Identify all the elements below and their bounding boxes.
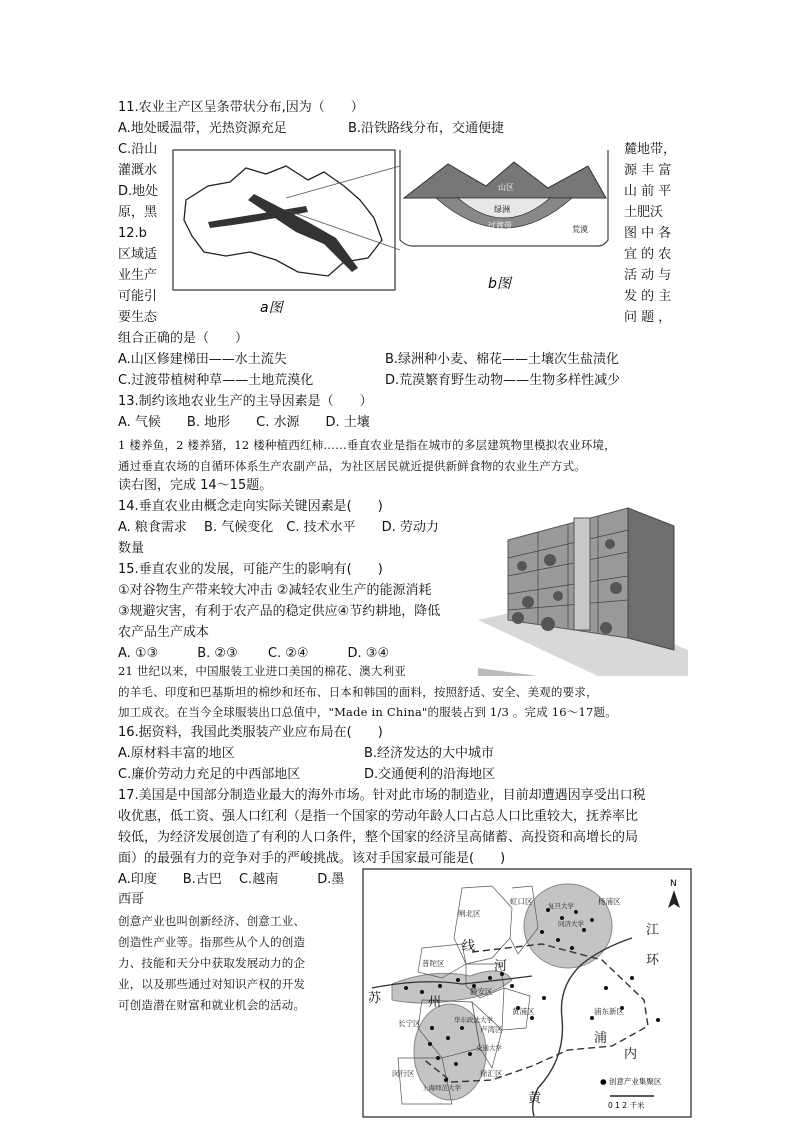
university-label: 同济大学 (558, 920, 584, 928)
district-label: 虹口区 (510, 897, 533, 906)
q11-option-a: A.地处暖温带，光热资源充足 (118, 121, 287, 136)
passage2-line: 21 世纪以来，中国服装工业进口美国的棉花、澳大利亚 (118, 664, 406, 678)
q15-options: A. ①③ B. ②③ C. ②④ D. ③④ (118, 646, 390, 661)
q16-option-a: A.原材料丰富的地区 (118, 746, 235, 761)
q17-line: 较低，为经济发展创造了有利的人口条件，整个国家的经济呈高储蓄、高投资和高增长的局 (118, 830, 639, 845)
q12-right-frag: 活 动 与 (624, 268, 672, 283)
figure-b-caption: b图 (488, 276, 511, 292)
passage2-line: 的羊毛、印度和巴基斯坦的棉纱和坯布、日本和韩国的面料，按照舒适、安全、美观的要求， (118, 685, 598, 699)
map-char: 黄 (528, 1091, 542, 1106)
map-char: 浦 (594, 1031, 608, 1046)
q15-line: 农产品生产成本 (118, 625, 210, 640)
q11-right-frag: 源 丰 富 (624, 163, 672, 178)
q11-right-frag: 土肥沃 (624, 205, 664, 220)
label-mountain: 山区 (498, 183, 514, 192)
q16-stem: 16.据资料，我国此类服装产业应布局在( ) (118, 725, 383, 740)
q11-left-frag: D.地处 (118, 184, 159, 199)
map-char: 河 (494, 959, 508, 974)
district-label: 静安区 (470, 987, 493, 996)
q12-option-c: C.过渡带植树种草——土地荒漠化 (118, 373, 314, 388)
q12-tail: 组合正确的是（ ） (118, 331, 249, 346)
district-label: 卢湾区 (480, 1025, 503, 1034)
figure-ab (168, 140, 614, 320)
q16-option-c: C.廉价劳动力充足的中西部地区 (118, 767, 301, 782)
q12-left-frag: 要生态 (118, 310, 158, 325)
passage3-line: 创造性产业等。指那些从个人的创造 (118, 935, 306, 949)
q12-option-d: D.荒漠繁育野生动物——生物多样性减少 (385, 373, 621, 388)
university-label: 复旦大学 (548, 902, 574, 910)
map-char: 环 (646, 953, 660, 968)
label-transition: 过渡带 (488, 221, 512, 230)
q11-left-frag: 原，黑 (118, 205, 158, 220)
q12-right-frag: 问 题 ， (624, 310, 672, 325)
q17-line: 17.美国是中国部分制造业最大的海外市场。针对此市场的制造业，目前却遭遇因享受出口税 (118, 788, 646, 803)
q15-line: ①对谷物生产带来较大冲击 ②减轻农业生产的能源消耗 (118, 583, 432, 598)
q11-left-frag: C.沿山 (118, 142, 158, 157)
map-char: 线 (462, 939, 476, 954)
q17-line: 面）的最强有力的竞争对手的严峻挑战。该对手国家最可能是( ) (118, 851, 506, 866)
q11-stem: 11.农业主产区呈条带状分布,因为（ ） (118, 100, 364, 115)
map-char: 内 (624, 1047, 638, 1062)
district-label: 闸北区 (458, 909, 481, 918)
q11-option-b: B.沿铁路线分布，交通便捷 (348, 121, 505, 136)
q13-stem: 13.制约该地农业生产的主导因素是（ ） (118, 394, 373, 409)
q13-options: A. 气候 B. 地形 C. 水源 D. 土壤 (118, 415, 370, 430)
passage2-line: 加工成衣。在当今全球服装出口总值中，"Made in China"的服装占到 1/3 。完成 16～17题。 (118, 705, 617, 719)
label-oasis: 绿洲 (494, 205, 510, 214)
map-legend: ● 创意产业集聚区 (600, 1077, 662, 1086)
passage1-line: 1 楼养鱼，2 楼养猪，12 楼种植西红柿……垂直农业是指在城市的多层建筑物里模拟农业环境， (118, 438, 616, 452)
q17-line: 收优惠，低工资、强人口红利（是指一个国家的劳动年龄人口占总人口比重较大，抚养率比 (118, 809, 639, 824)
q15-line: ③规避灾害，有利于农产品的稳定供应④节约耕地，降低 (118, 604, 441, 619)
q12-option-b: B.绿洲种小麦、棉花——土壤次生盐渍化 (385, 352, 620, 367)
mountain-profile (404, 162, 606, 198)
district-label: 闵行区 (392, 1069, 415, 1078)
q14-options: A. 粮食需求 B. 气候变化 C. 技术水平 D. 劳动力 (118, 520, 439, 535)
q12-right-frag: 宜 的 农 (624, 247, 672, 262)
district-label: 黄浦区 (512, 1007, 535, 1016)
label-desert: 荒漠 (572, 225, 588, 234)
district-label: 徐汇区 (480, 1069, 503, 1078)
passage3-line: 可创造潜在财富和就业机会的活动。 (118, 998, 306, 1012)
creative-industry-map (362, 868, 692, 1118)
passage3-line: 创意产业也叫创新经济、创意工业、 (118, 914, 306, 928)
q11-right-frag: 山 前 平 (624, 184, 672, 199)
q14-stem: 14.垂直农业由概念走向实际关键因素是( ) (118, 499, 383, 514)
svg-text:N: N (670, 879, 677, 889)
q12-option-a: A.山区修建梯田——水土流失 (118, 352, 287, 367)
map-char: 江 (646, 923, 660, 938)
university-label: 交通大学 (476, 1044, 502, 1052)
figure-a-caption: a图 (260, 300, 283, 316)
q12-left-frag: 12.b (118, 226, 147, 241)
q12-left-frag: 业生产 (118, 268, 158, 283)
q14-tail: 数量 (118, 541, 145, 556)
map-scale: 0 1 2 千米 (608, 1101, 645, 1110)
university-label: 上海师范大学 (422, 1084, 461, 1092)
q12-right-frag: 发 的 主 (624, 289, 672, 304)
map-char: 苏 (368, 991, 382, 1006)
passage1-line: 通过垂直农场的自循环体系生产农副产品，为社区居民就近提供新鲜食物的农业生产方式。 (118, 459, 586, 473)
q12-left-frag: 区域适 (118, 247, 158, 262)
university-label: 华东政法大学 (454, 1016, 493, 1024)
district-label: 浦东新区 (594, 1007, 624, 1016)
q17-tail: 西哥 (118, 892, 145, 907)
q16-option-b: B.经济发达的大中城市 (364, 746, 495, 761)
district-label: 杨浦区 (598, 897, 621, 906)
q15-stem: 15.垂直农业的发展，可能产生的影响有( ) (118, 562, 383, 577)
q16-option-d: D.交通便利的沿海地区 (364, 767, 496, 782)
district-label: 长宁区 (398, 1019, 421, 1028)
passage3-line: 力、技能和天分中获取发展动力的企 (118, 956, 306, 970)
vertical-farm-image (478, 500, 688, 676)
passage1-line: 读右图，完成 14～15题。 (118, 478, 273, 493)
q12-right-frag: 图 中 各 (624, 226, 672, 241)
passage3-line: 业，以及那些通过对知识产权的开发 (118, 977, 306, 991)
q11-left-frag: 灌溉水 (118, 163, 158, 178)
map-char: 州 (428, 995, 442, 1010)
q17-options: A.印度 B.古巴 C.越南 D.墨 (118, 872, 345, 887)
q11-right-frag: 麓地带， (624, 142, 677, 157)
q12-left-frag: 可能引 (118, 289, 158, 304)
district-label: 普陀区 (422, 959, 445, 968)
